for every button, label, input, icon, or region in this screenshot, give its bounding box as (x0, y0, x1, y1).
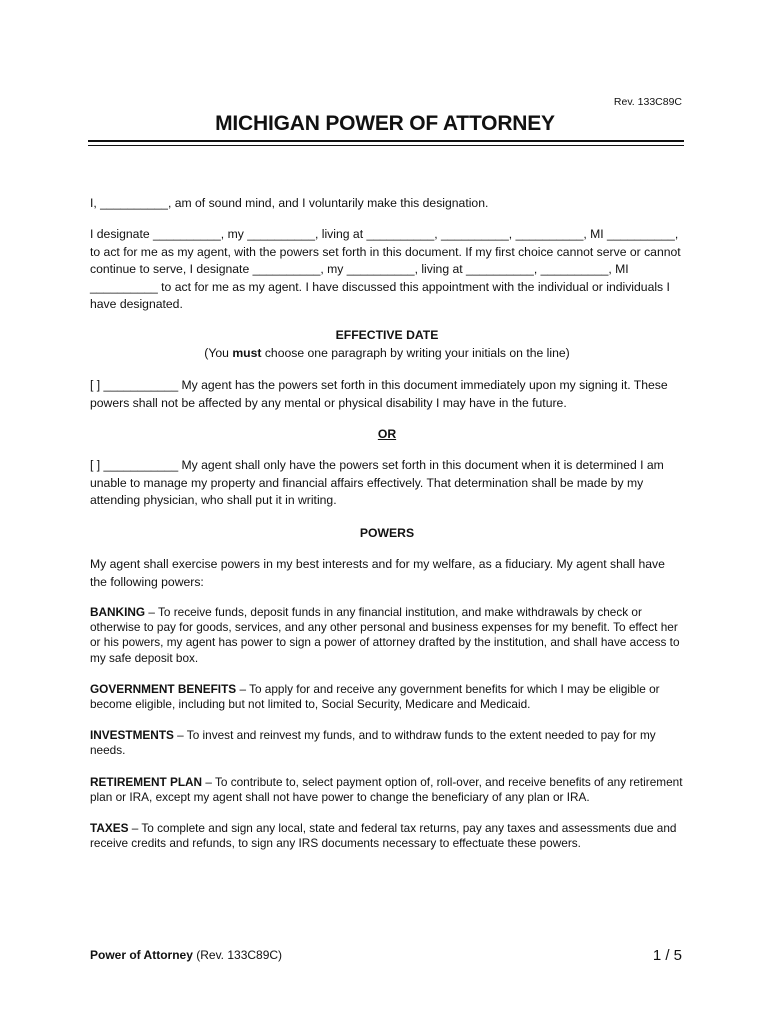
power-text: – To complete and sign any local, state and federal tax returns, pay any taxes and assessments due and receive credits and refunds, to sign any IRS documents necessary to effectuate these powers. (90, 820, 677, 851)
powers-heading: POWERS (359, 525, 415, 540)
power-text: – To contribute to, select payment option of, roll-over, and receive benefits of any retirement plan or IRA, except my agent shall not have power to change the beneficiary of any plan or IRA. (90, 774, 683, 804)
effective-date-instructions (90, 345, 684, 362)
revision-code: Rev. 133C89C (613, 96, 682, 108)
power-label: INVESTMENTS (90, 728, 174, 743)
effective-option-springing: [ ] ___________ My agent shall only have the powers set forth in this document when it is determined I am unable to manage my property and financial affairs effectively. That determination shall be made by my attending physician, who shall put it in writing. (90, 458, 664, 508)
title-rule-thin (88, 145, 684, 146)
power-label: GOVERNMENT BENEFITS (90, 681, 237, 696)
effective-option-immediate: [ ] ___________ My agent has the powers set forth in this document immediately upon my signing it. These powers shall not be affected by any mental or physical disability I may have in the future. (90, 378, 668, 410)
powers-list (90, 605, 684, 851)
power-text: – To receive funds, deposit funds in any financial institution, and make withdrawals by check or otherwise to pay for goods, services, and any other personal and business expenses for my benefit. To effect her or his powers, my agent has power to sign a power of attorney drafted by the institution, and shall have access to my safe deposit box. (90, 604, 680, 665)
power-item (90, 728, 684, 758)
instructions-emphasis: must (232, 345, 262, 360)
power-text: – To invest and reinvest my funds, and to withdraw funds to the extent needed to pay for my needs. (90, 728, 656, 758)
power-item (90, 605, 684, 666)
document-title: MICHIGAN POWER OF ATTORNEY (215, 112, 555, 135)
title-rule-thick (88, 140, 684, 142)
footer-title-rest: (Rev. 133C89C) (192, 948, 283, 962)
power-item (90, 682, 684, 712)
power-label: TAXES (90, 820, 129, 835)
effective-date-heading: EFFECTIVE DATE (335, 328, 439, 343)
power-item (90, 775, 684, 805)
designation-paragraph: I designate __________, my __________, living at __________, __________, __________, MI __________, to act for me as my agent, with the powers set forth in this document. If my first choice cannot serve or cannot continue to serve, I designate __________, my __________, living at __________, __________, MI __________ to act for me as my agent. I have discussed this appointment with the individual or individuals I have designated. (90, 227, 681, 312)
power-text: – To apply for and receive any government benefits for which I may be eligible or become eligible, including but not limited to, Social Security, Medicare and Medicaid. (90, 681, 660, 711)
or-separator: OR (377, 427, 397, 442)
powers-intro: My agent shall exercise powers in my best interests and for my welfare, as a fiduciary. My agent shall have the following powers: (90, 557, 665, 589)
footer-title-bold: Power of Attorney (90, 948, 193, 962)
power-item (90, 821, 684, 851)
instructions-suffix: choose one paragraph by writing your initials on the line) (261, 345, 570, 360)
instructions-prefix: (You (204, 345, 233, 360)
footer-title (90, 948, 282, 962)
declaration-paragraph: I, __________, am of sound mind, and I voluntarily make this designation. (90, 196, 489, 210)
power-label: RETIREMENT PLAN (90, 774, 203, 789)
page-number: 1 / 5 (652, 947, 682, 964)
power-label: BANKING (90, 604, 146, 619)
document-body (90, 195, 684, 867)
page-footer (90, 948, 684, 962)
